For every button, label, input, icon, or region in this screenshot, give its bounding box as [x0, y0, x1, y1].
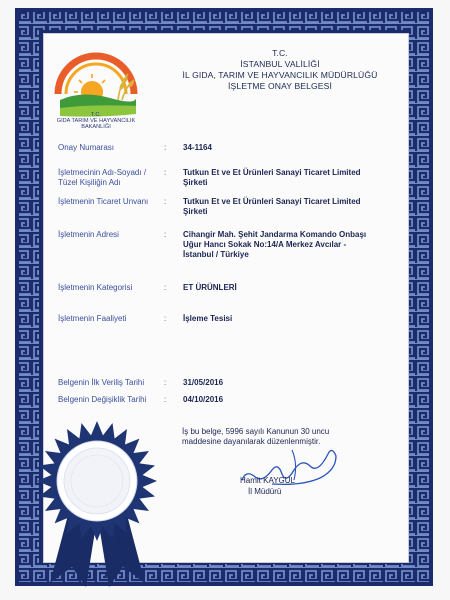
field-value-activity: İşleme Tesisi	[183, 314, 233, 323]
field-value-modification-date: 04/10/2016	[183, 395, 224, 404]
field-separator: :	[164, 168, 167, 177]
field-label-address: İşletmenin Adresi	[58, 230, 119, 239]
logo-caption-tc: T.C.	[91, 112, 101, 118]
header-document-title: İŞLETME ONAY BELGESİ	[228, 81, 332, 91]
field-value-operator-name: Tutkun Et ve Et Ürünleri Sanayi Ticaret Limited Şirketi	[183, 168, 361, 187]
header-governorship: İSTANBUL VALİLİĞİ	[240, 59, 320, 69]
field-label-activity: İşletmenin Faaliyeti	[58, 314, 127, 323]
field-value-approval-number: 34-1164	[183, 143, 212, 152]
field-value-category: ET ÜRÜNLERİ	[183, 283, 237, 292]
field-value-trade-name: Tutkun Et ve Et Ürünleri Sanayi Ticaret Limited Şirketi	[183, 197, 361, 216]
field-separator: :	[164, 230, 167, 239]
field-value-first-issue-date: 31/05/2016	[183, 378, 224, 387]
field-label-operator-name: İşletmecinin Adı-Soyadı / Tüzel Kişiliğin Adı	[58, 168, 147, 187]
field-label-first-issue-date: Belgenin İlk Veriliş Tarihi	[58, 378, 145, 387]
field-separator: :	[164, 143, 167, 152]
rosette-seal-icon	[30, 415, 165, 590]
logo-caption-bakanligi: BAKANLIĞI	[81, 124, 111, 130]
header-tc: T.C.	[272, 48, 288, 58]
field-label-category: İşletmenin Kategorisi	[58, 283, 133, 292]
signatory-name: Hamit KAYGUL	[240, 476, 295, 485]
field-label-trade-name: İşletmenin Ticaret Unvanı	[58, 197, 149, 206]
legal-note: İş bu belge, 5996 sayılı Kanunun 30 uncu maddesine dayanılarak düzenlenmiştir.	[182, 427, 330, 446]
field-value-address: Cihangir Mah. Şehit Jandarma Komando Onbaşı Uğur Hancı Sokak No:14/A Merkez Avcılar - İstanbul / Türkiye	[183, 230, 367, 259]
field-separator: :	[164, 283, 167, 292]
field-separator: :	[164, 314, 167, 323]
field-separator: :	[164, 395, 167, 404]
field-separator: :	[164, 197, 167, 206]
field-label-approval-number: Onay Numarası	[58, 143, 115, 152]
field-separator: :	[164, 378, 167, 387]
header-directorate: İL GIDA, TARIM VE HAYVANCILIK MÜDÜRLÜĞÜ	[182, 70, 378, 80]
field-label-modification-date: Belgenin Değişiklik Tarihi	[58, 395, 147, 404]
logo-caption-ministry: GIDA TARIM VE HAYVANCILIK	[56, 118, 136, 124]
signatory-title: İl Müdürü	[248, 487, 282, 496]
